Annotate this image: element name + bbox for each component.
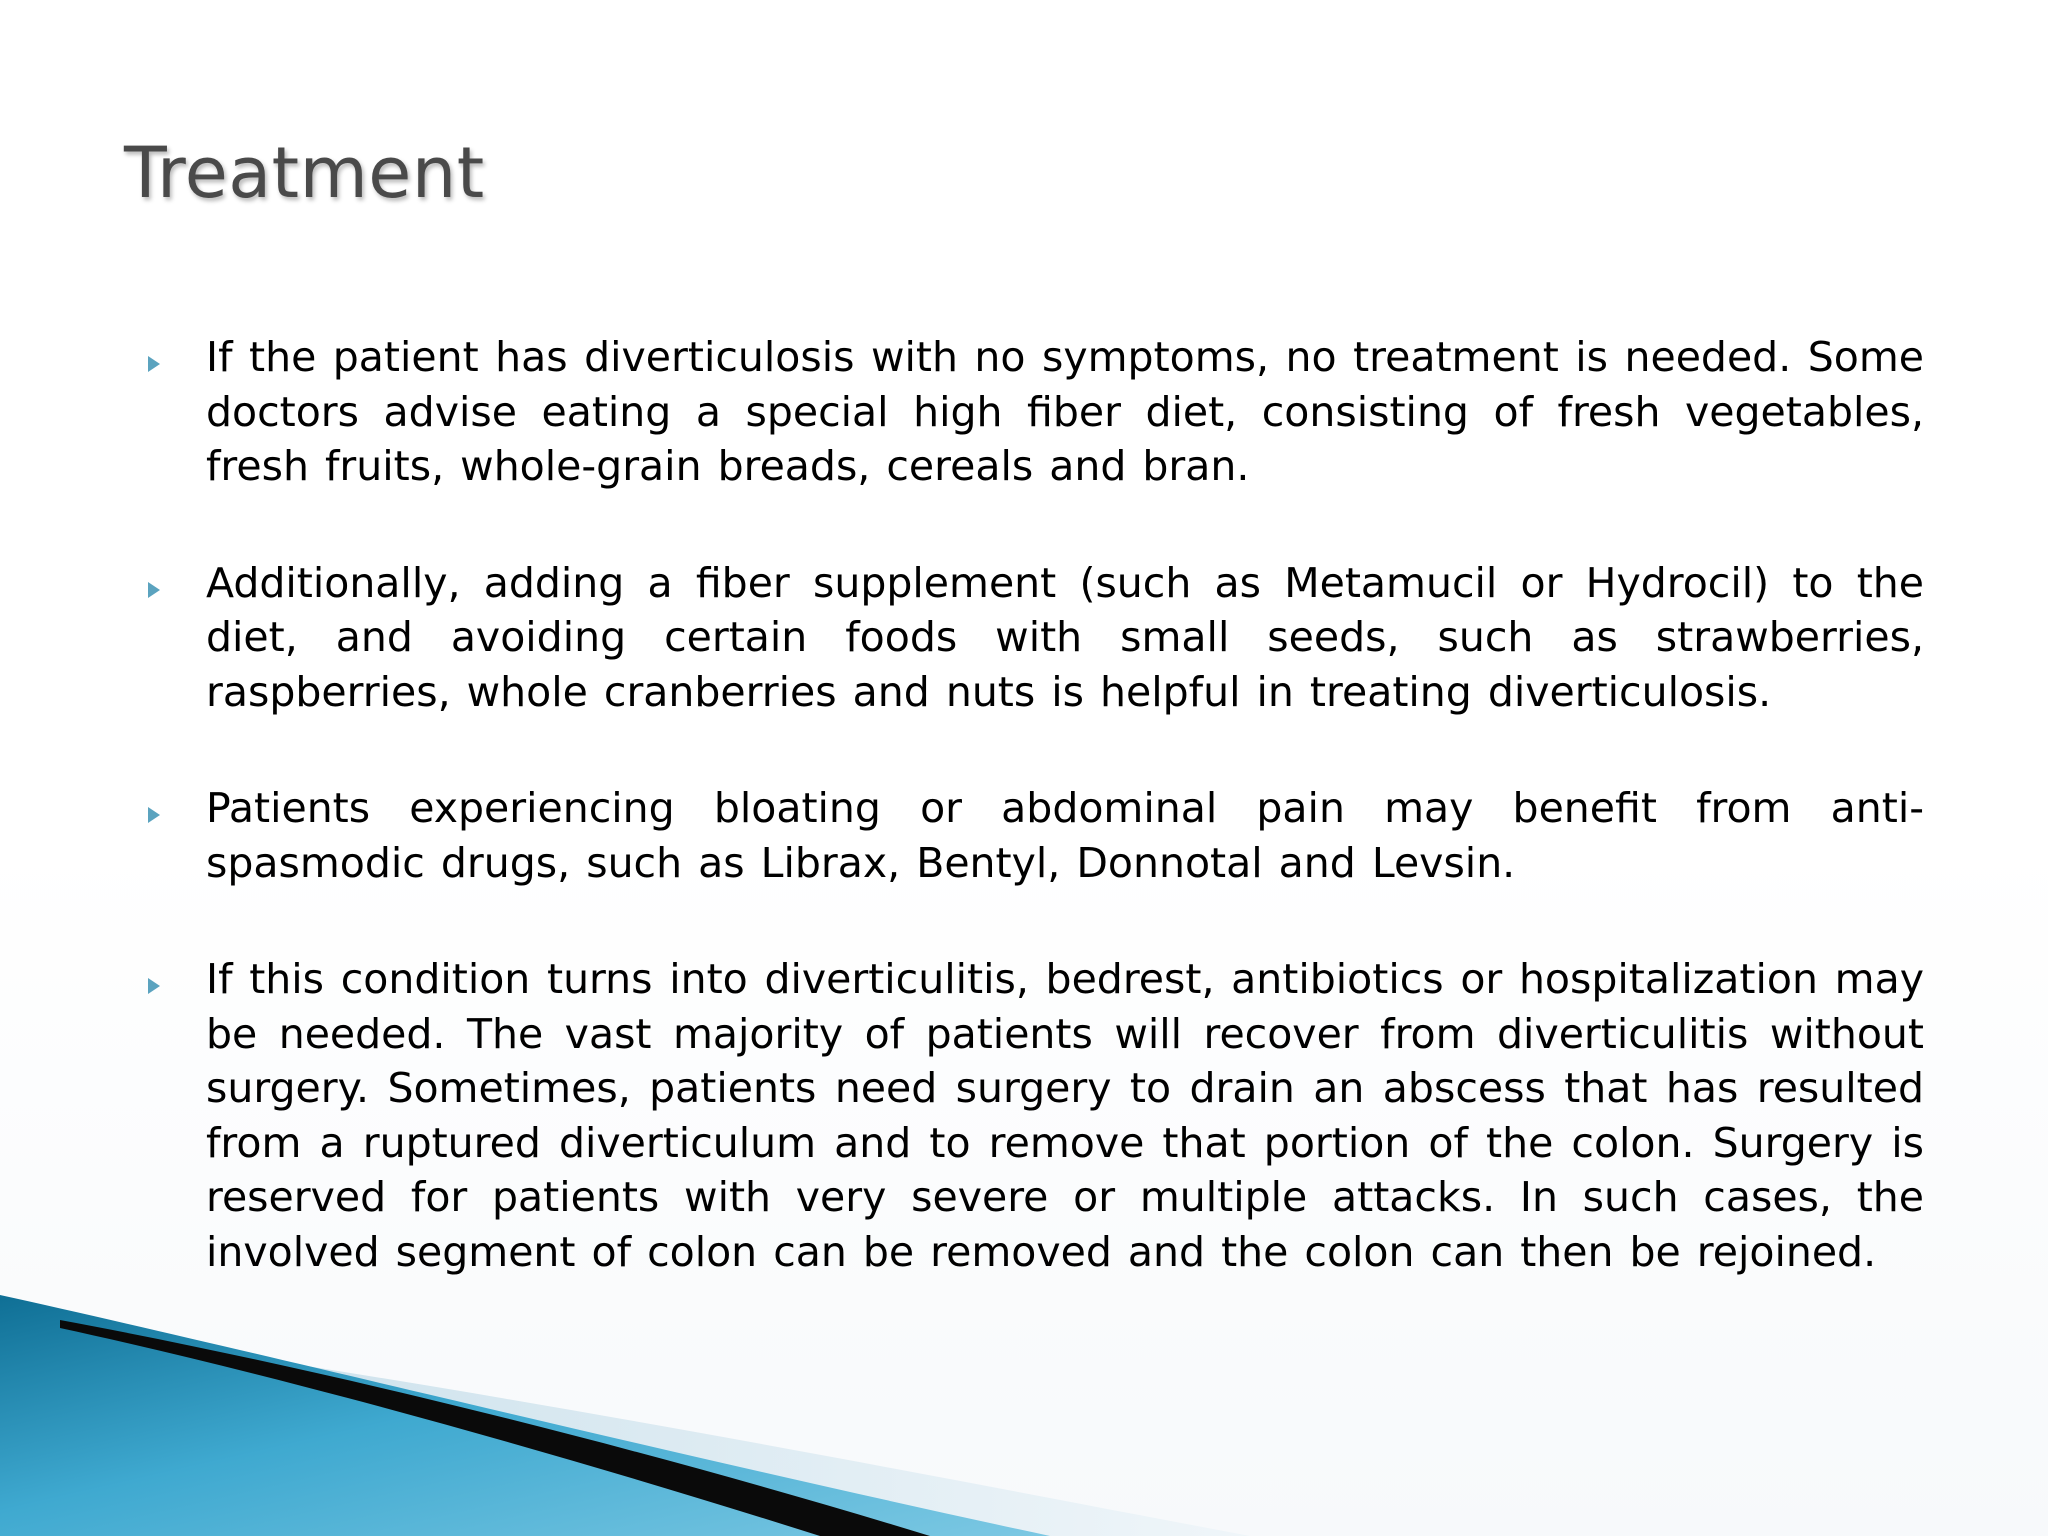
bullet-text: Patients experiencing bloating or abdominal pain may benefit from anti-spasmodic drugs, such as Librax, Bentyl, Donnotal and Levsin. <box>206 784 1924 887</box>
triangle-right-icon <box>148 807 160 823</box>
bullet-item <box>148 556 1924 720</box>
light-swoosh-shape <box>0 1320 1250 1536</box>
slide-title: Treatment <box>124 132 485 214</box>
bullet-list <box>148 330 1924 1341</box>
bullet-text: If this condition turns into diverticulitis, bedrest, antibiotics or hospitalization may be needed. The vast majority of patients will recover from diverticulitis without surgery. Sometimes, patients need surgery to drain an abscess that has resulted from a ruptured diverticulum and to remove that portion of the colon. Surgery is reserved for patients with very severe or multiple attacks. In such cases, the involved segment of colon can be removed and the colon can then be rejoined. <box>206 955 1924 1276</box>
triangle-right-icon <box>148 582 160 598</box>
bullet-item <box>148 781 1924 890</box>
bullet-text: If the patient has diverticulosis with no symptoms, no treatment is needed. Some doctors advise eating a special high fiber diet, consisting of fresh vegetables, fresh fruits, whole-grain breads, cereals and bran. <box>206 333 1924 490</box>
bullet-item <box>148 952 1924 1279</box>
bullet-item <box>148 330 1924 494</box>
triangle-right-icon <box>148 978 160 994</box>
triangle-right-icon <box>148 356 160 372</box>
black-wedge-shape <box>60 1320 930 1536</box>
bullet-text: Additionally, adding a fiber supplement (such as Metamucil or Hydrocil) to the diet, and avoiding certain foods with small seeds, such as strawberries, raspberries, whole cranberries and nuts is helpful in treating diverticulosis. <box>206 558 1924 716</box>
